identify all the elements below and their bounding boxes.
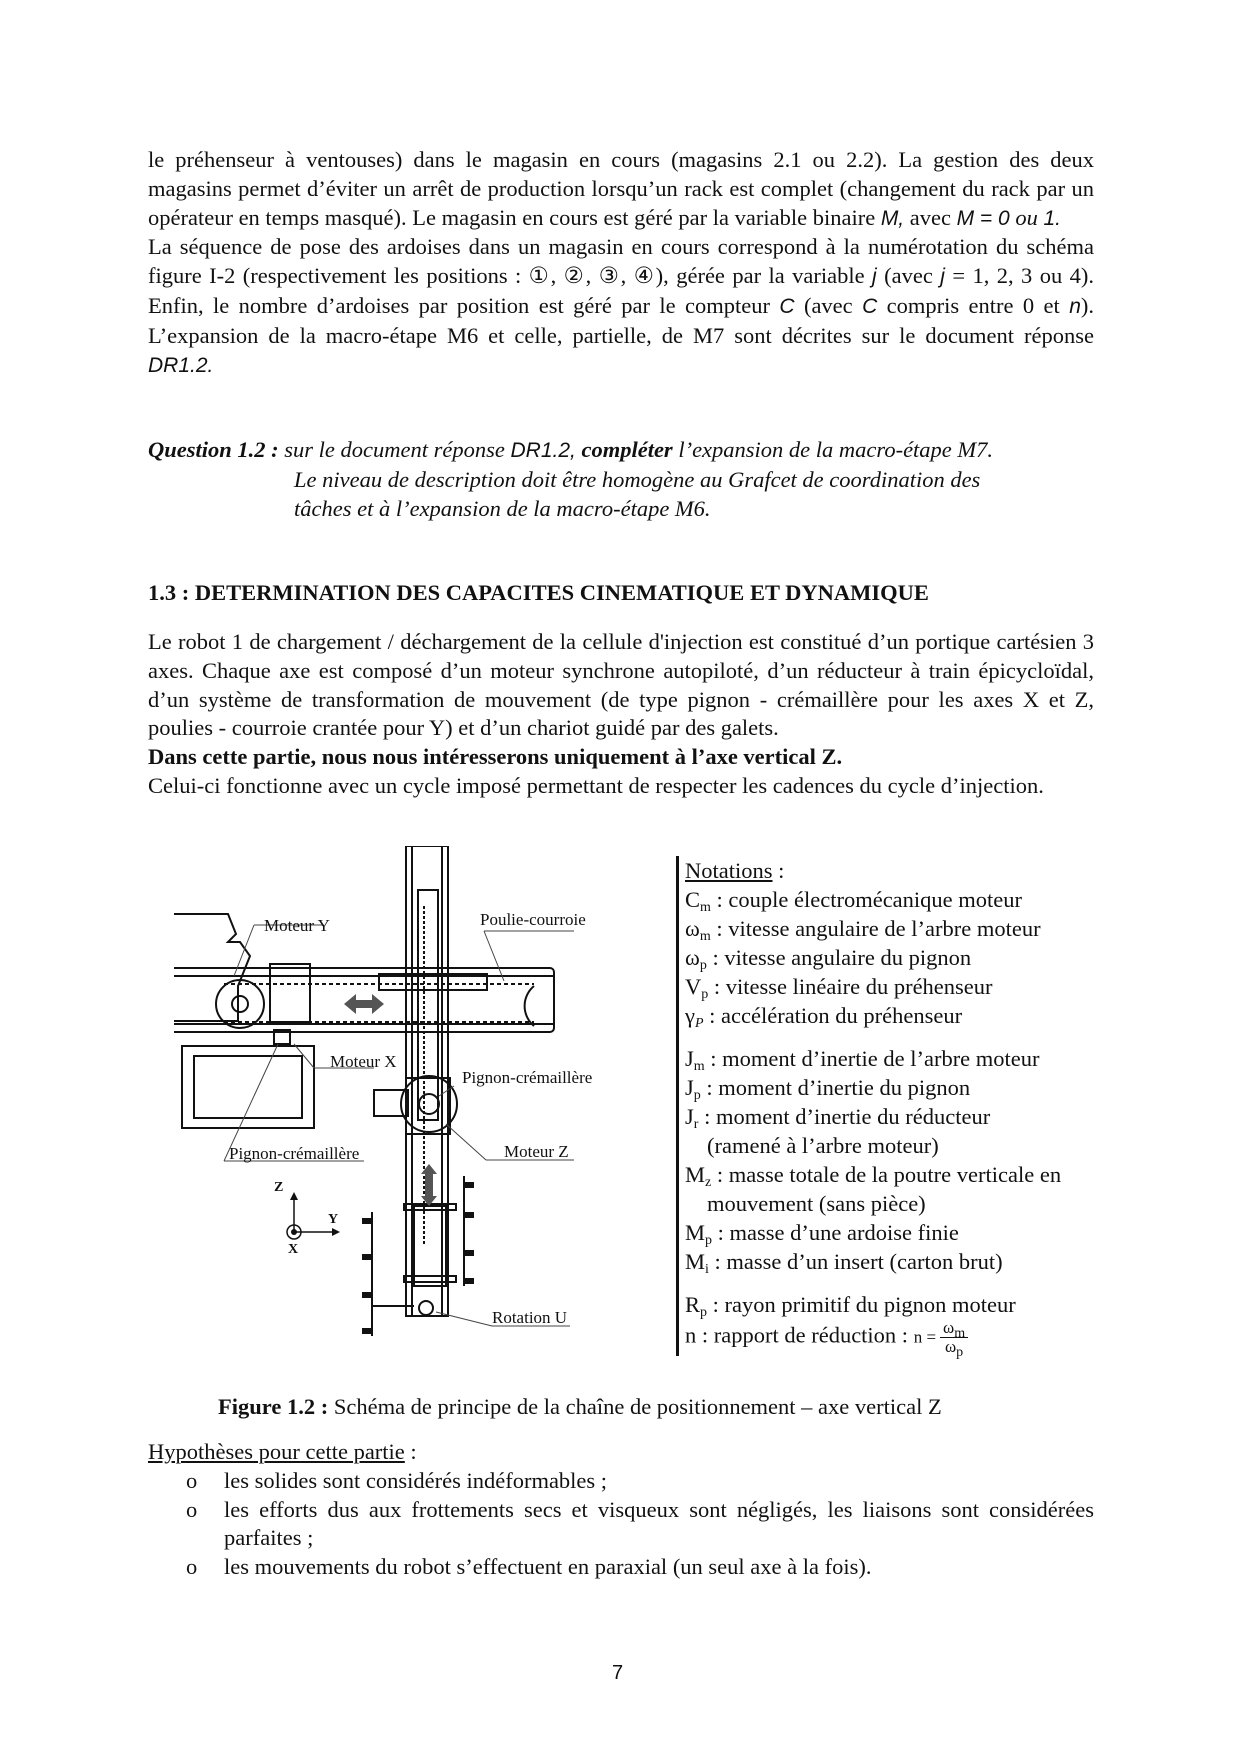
text: J (685, 1046, 694, 1071)
text: : accélération du préhenseur (703, 1003, 963, 1028)
notation-row (685, 972, 1115, 1001)
text: les efforts dus aux frottements secs et visqueux sont négligés, les liaisons sont considérées parfaites ; (224, 1496, 1094, 1551)
document-page (148, 146, 1095, 1580)
text: 1. (1043, 206, 1061, 230)
text: m (700, 900, 711, 915)
text: ou (1009, 204, 1044, 230)
text: : masse totale de la poutre verticale en (711, 1162, 1062, 1187)
text: m (954, 1326, 966, 1341)
text: p (701, 987, 709, 1002)
text: γ (685, 1003, 695, 1028)
text: : masse d’un insert (carton brut) (708, 1249, 1003, 1274)
text: ω (944, 1337, 957, 1356)
variable-C: C (862, 294, 878, 318)
text: : (772, 858, 785, 883)
text: J (685, 1104, 694, 1129)
text: Notations (685, 858, 773, 883)
text: : moment d’inertie du pignon (700, 1075, 971, 1100)
text: : couple électromécanique moteur (710, 887, 1023, 912)
notation-row (685, 1102, 1115, 1131)
text: C (685, 887, 701, 912)
text: (avec (876, 263, 941, 289)
text: z (705, 1175, 712, 1190)
bullet-icon: o (186, 1467, 198, 1493)
text: : vitesse linéaire du préhenseur (708, 974, 993, 999)
text: Hypothèses pour cette partie (148, 1439, 405, 1464)
list-item (148, 1467, 1094, 1496)
fraction (940, 1318, 968, 1360)
text: M (685, 1162, 706, 1187)
notation-continuation: mouvement (sans pièce) (707, 1191, 926, 1216)
variable-j: j (872, 265, 877, 289)
label-moteur-z: Moteur Z (504, 1142, 569, 1161)
intro-paragraph-1 (148, 146, 1094, 233)
spacer (685, 1030, 1115, 1044)
text: sur le document réponse (278, 437, 511, 462)
text: : moment d’inertie de l’arbre moteur (704, 1046, 1040, 1071)
equation: n = (913, 1327, 937, 1347)
text: p (705, 1233, 713, 1248)
notation-row (685, 1073, 1115, 1102)
text: ω (943, 1318, 955, 1337)
text: ω (685, 916, 700, 941)
variable-M: M, (880, 206, 905, 230)
intro-paragraph-2 (148, 233, 1094, 380)
figure-caption (218, 1394, 942, 1420)
text: : moment d’inertie du réducteur (698, 1104, 991, 1129)
text: m (699, 929, 711, 944)
spacer (685, 1276, 1115, 1290)
document-ref: DR1.2, (510, 439, 576, 462)
label-poulie-courroie: Poulie-courroie (480, 910, 586, 929)
axis-y-label: Y (328, 1212, 339, 1227)
text: : vitesse angulaire du pignon (706, 945, 972, 970)
text: l’expansion de la macro-étape M7. (672, 437, 994, 462)
variable-n: n (1069, 294, 1081, 318)
notations-box (676, 856, 1115, 1360)
notation-row (685, 885, 1115, 914)
notation-row (685, 1044, 1115, 1073)
notation-row-ratio (685, 1318, 1115, 1360)
label-moteur-y: Moteur Y (264, 916, 330, 935)
text: les solides sont considérés indéformables ; (224, 1467, 608, 1493)
label-pignon-cremaillere-z: Pignon-crémaillère (462, 1068, 593, 1087)
y-motion-arrow-icon (344, 994, 384, 1014)
text: m (693, 1059, 705, 1074)
text: P (694, 1016, 704, 1031)
text: n : rapport de réduction : (685, 1322, 914, 1348)
hypotheses (148, 1438, 1094, 1582)
variable-j: j (940, 265, 945, 289)
text: : (404, 1439, 417, 1464)
question-verb: compléter (575, 437, 673, 462)
text: ω (685, 945, 700, 970)
text: p (956, 1345, 964, 1360)
notation-row (685, 1290, 1115, 1319)
text: avec (904, 204, 957, 230)
axis-z-label: Z (274, 1180, 284, 1195)
text: = 1, 2, 3 ou 4). Enfin, le nombre d’ardoises par position est géré par le compteur (148, 263, 1095, 318)
figure-robot-schematic (174, 846, 674, 1526)
section-heading: 1.3 : DETERMINATION DES CAPACITES CINEMATIQUE ET DYNAMIQUE (148, 580, 929, 605)
text: les mouvements du robot s’effectuent en paraxial (un seul axe à la fois). (224, 1554, 872, 1580)
text: p (693, 1088, 701, 1103)
bullet-icon: o (186, 1496, 198, 1522)
question-line: Le niveau de description doit être homogène au Grafcet de coordination des (294, 466, 981, 492)
section-emphasis: Dans cette partie, nous nous intéresserons uniquement à l’axe vertical Z. (148, 744, 843, 770)
z-motion-arrow-icon (421, 1164, 437, 1206)
notation-continuation: (ramené à l’arbre moteur) (707, 1133, 939, 1158)
text: p (700, 1305, 708, 1320)
text: R (685, 1292, 701, 1317)
text: : vitesse angulaire de l’arbre moteur (710, 916, 1041, 941)
hypotheses-title (148, 1438, 1094, 1467)
text: i (705, 1262, 709, 1277)
text: r (693, 1117, 699, 1132)
label-pignon-cremaillere-x: Pignon-crémaillère (229, 1144, 360, 1163)
section-paragraph: Le robot 1 de chargement / déchargement de la cellule d'injection est constitué d’un portique cartésien 3 axes. Chaque axe est composé d’un moteur synchrone autopiloté, d’un réducteur à train épicycloïdal, d’un système de transformation de mouvement (de type pignon - crémaillère pour les axes X et Z, poulies - courroie crantée pour Y) et d’un chariot guidé par des galets. (148, 629, 1094, 741)
notation-row (685, 1247, 1115, 1276)
list-item (148, 1553, 1094, 1582)
notation-row (685, 1218, 1115, 1247)
question-label: Question 1.2 : (148, 437, 279, 462)
caption-label: Figure 1.2 : (218, 1394, 329, 1419)
text: M (685, 1220, 706, 1245)
notation-row (685, 1160, 1115, 1189)
text: compris entre 0 et (877, 292, 1070, 318)
text: : rayon primitif du pignon moteur (707, 1292, 1016, 1317)
equation-M: M = 0 (956, 206, 1010, 230)
text: : masse d’une ardoise finie (712, 1220, 959, 1245)
notations-title (685, 856, 1115, 885)
text: (avec (794, 292, 863, 318)
text: M (685, 1249, 706, 1274)
numerator (940, 1318, 968, 1341)
robot-diagram (174, 846, 674, 1386)
text: J (685, 1075, 694, 1100)
label-moteur-x: Moteur X (330, 1052, 397, 1071)
section-body (148, 628, 1094, 801)
axis-x-label: X (288, 1242, 299, 1257)
caption-text: Schéma de principe de la chaîne de positionnement – axe vertical Z (328, 1394, 942, 1419)
text: V (685, 974, 702, 999)
question-line: tâches et à l’expansion de la macro-étape M6. (294, 495, 711, 521)
label-rotation-u: Rotation U (492, 1308, 568, 1327)
text: ). L’expansion de la macro-étape M6 et celle, partielle, de M7 sont décrites sur le document réponse (148, 292, 1095, 348)
notation-row (685, 1001, 1115, 1030)
text: p (699, 958, 707, 973)
text: le préhenseur à ventouses) dans le magasin en cours (magasins 2.1 ou 2.2). La gestion des deux magasins permet d’éviter un arrêt de production lorsqu’un rack est complet (changement du rack par un opérateur en temps masqué). Le magasin en cours est géré par la variable binaire (148, 147, 1094, 230)
hypotheses-list (148, 1467, 1094, 1582)
bullet-icon: o (186, 1554, 198, 1580)
section-paragraph: Celui-ci fonctionne avec un cycle imposé permettant de respecter les cadences du cycle d’injection. (148, 772, 1044, 798)
list-item (148, 1496, 1094, 1554)
notation-row (685, 943, 1115, 972)
question-1-2 (148, 436, 1094, 523)
document-ref: DR1.2. (148, 353, 214, 377)
notation-row (685, 914, 1115, 943)
page-number: 7 (612, 1662, 624, 1684)
text: La séquence de pose des ardoises dans un magasin en cours correspond à la numérotation du schéma figure I-2 (respectivement les positions : ①, ②, ③, ④), gérée par la variable (148, 234, 1094, 289)
variable-C: C (779, 294, 795, 318)
